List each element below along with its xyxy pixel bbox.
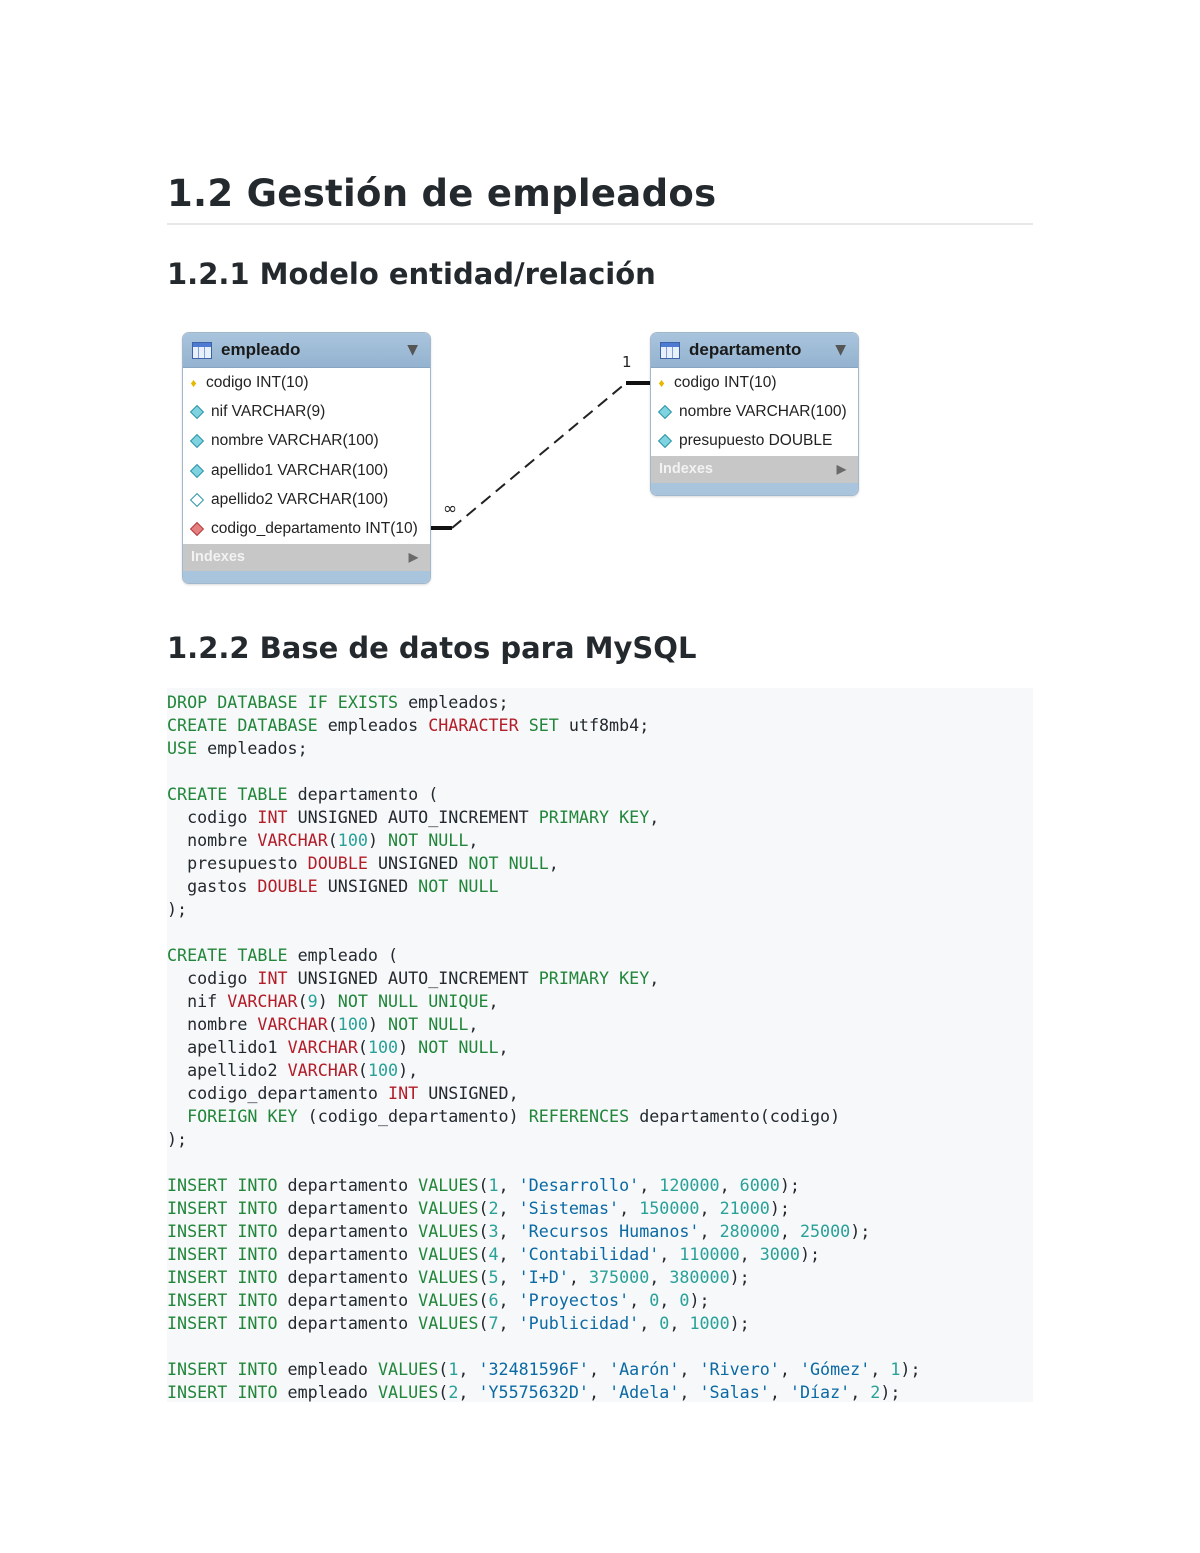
code-token: 100 <box>337 1014 368 1034</box>
column-row[interactable] <box>183 427 430 456</box>
collapse-arrow-icon[interactable]: ▼ <box>835 342 846 358</box>
code-token: , <box>679 1382 700 1402</box>
code-token: ); <box>799 1244 821 1264</box>
code-token: departamento <box>277 1267 419 1287</box>
code-token: , <box>498 1221 519 1241</box>
code-line <box>167 944 1033 967</box>
code-token: ); <box>900 1359 921 1379</box>
code-line <box>167 1312 1033 1335</box>
code-token: departamento <box>277 1175 419 1195</box>
code-token <box>519 715 529 735</box>
code-token: 'Gómez' <box>799 1359 871 1379</box>
code-token: , <box>498 1244 519 1264</box>
code-token: ) <box>398 1037 419 1057</box>
key-icon: ♦ <box>190 375 197 390</box>
code-token: , <box>619 1198 640 1218</box>
code-token: NOT NULL <box>388 830 469 850</box>
table-departamento-title: departamento <box>689 340 802 359</box>
code-token: 1 <box>488 1175 499 1195</box>
code-token: , <box>659 1244 680 1264</box>
code-token: ( <box>478 1175 489 1195</box>
code-token: 21000 <box>719 1198 770 1218</box>
code-token: UNSIGNED <box>367 853 469 873</box>
code-token: ( <box>478 1267 489 1287</box>
code-token: ); <box>729 1267 750 1287</box>
code-line <box>167 875 1033 898</box>
code-token: 'Aarón' <box>609 1359 680 1379</box>
code-token: INT <box>388 1083 419 1103</box>
code-line <box>167 1266 1033 1289</box>
code-token: REFERENCES <box>528 1106 630 1126</box>
code-token: VARCHAR <box>257 1014 328 1034</box>
code-token: 'Sistemas' <box>518 1198 620 1218</box>
column-label: apellido2 VARCHAR(100) <box>211 490 389 508</box>
code-token: 110000 <box>679 1244 740 1264</box>
code-token: ( <box>297 991 308 1011</box>
code-token: 'I+D' <box>518 1267 569 1287</box>
code-token: empleado <box>277 1359 378 1379</box>
code-token: , <box>498 1037 509 1057</box>
code-token: INSERT INTO <box>167 1313 278 1333</box>
code-token: ( <box>357 1060 368 1080</box>
code-token: VALUES <box>418 1198 479 1218</box>
code-token: departamento <box>277 1198 419 1218</box>
table-empleado-title: empleado <box>221 340 301 359</box>
code-token: NOT NULL <box>418 1037 499 1057</box>
code-token: ), <box>398 1060 419 1080</box>
code-token: 'Recursos Humanos' <box>518 1221 700 1241</box>
cardinality-many: ∞ <box>443 499 458 519</box>
code-token: gastos <box>167 876 258 896</box>
code-token: , <box>458 1382 479 1402</box>
code-token: ) <box>367 1014 389 1034</box>
code-token: 'Publicidad' <box>518 1313 640 1333</box>
table-departamento[interactable] <box>650 332 859 496</box>
code-token: INSERT INTO <box>167 1359 278 1379</box>
code-token: , <box>498 1313 519 1333</box>
column-label: codigo_departamento INT(10) <box>211 520 418 538</box>
code-token: ); <box>167 1129 188 1149</box>
code-token: , <box>458 1359 479 1379</box>
code-token: , <box>488 991 499 1011</box>
code-token: 3 <box>488 1221 499 1241</box>
section-heading-er-model: 1.2.1 Modelo entidad/relación <box>167 257 656 291</box>
code-token: INSERT INTO <box>167 1290 278 1310</box>
code-token: empleado <box>277 1382 378 1402</box>
code-token: utf8mb4; <box>558 715 650 735</box>
table-footer <box>651 483 858 495</box>
code-token: PRIMARY KEY <box>538 807 650 827</box>
code-token: (codigo_departamento) <box>297 1106 529 1126</box>
code-token: ( <box>438 1359 449 1379</box>
code-token: 'Proyectos' <box>518 1290 630 1310</box>
column-label: codigo INT(10) <box>674 373 777 391</box>
code-token: 280000 <box>719 1221 780 1241</box>
code-token: 380000 <box>669 1267 730 1287</box>
code-line <box>167 760 1033 783</box>
relation-line <box>0 0 1200 620</box>
code-token: INSERT INTO <box>167 1244 278 1264</box>
code-token: , <box>769 1382 790 1402</box>
code-token: 6 <box>488 1290 499 1310</box>
code-token: 2 <box>448 1382 459 1402</box>
table-empleado-indexes[interactable] <box>183 544 430 571</box>
code-line <box>167 806 1033 829</box>
code-token: VALUES <box>418 1244 479 1264</box>
code-token: ); <box>880 1382 901 1402</box>
code-token: , <box>498 1175 519 1195</box>
code-token: empleados <box>317 715 429 735</box>
code-token: nombre <box>167 1014 258 1034</box>
column-row[interactable] <box>183 397 430 426</box>
code-line <box>167 1174 1033 1197</box>
expand-arrow-icon[interactable]: ▶ <box>836 462 846 477</box>
table-departamento-indexes[interactable] <box>651 456 858 483</box>
code-token: ); <box>729 1313 750 1333</box>
code-line <box>167 1289 1033 1312</box>
code-token: VALUES <box>418 1221 479 1241</box>
table-empleado[interactable] <box>182 332 431 584</box>
code-token: ); <box>769 1198 790 1218</box>
key-icon: ♦ <box>658 375 665 390</box>
code-token: , <box>639 1175 660 1195</box>
code-token: DROP DATABASE IF EXISTS <box>167 692 399 712</box>
code-token: INSERT INTO <box>167 1221 278 1241</box>
code-token: , <box>639 1313 660 1333</box>
table-empleado-header[interactable] <box>183 333 430 368</box>
column-row[interactable] <box>183 368 430 397</box>
code-token: ); <box>779 1175 800 1195</box>
code-token: , <box>548 853 559 873</box>
code-line <box>167 1013 1033 1036</box>
code-line <box>167 1335 1033 1358</box>
code-line <box>167 829 1033 852</box>
code-token: CREATE DATABASE <box>167 715 318 735</box>
code-line <box>167 852 1033 875</box>
code-token: CHARACTER <box>428 715 519 735</box>
code-token: empleados; <box>197 738 308 758</box>
code-line <box>167 1059 1033 1082</box>
code-token: 4 <box>488 1244 499 1264</box>
code-token: apellido1 <box>167 1037 288 1057</box>
diamond-red-icon <box>190 522 204 536</box>
column-row[interactable] <box>183 456 430 485</box>
code-token: codigo <box>167 807 258 827</box>
code-token: , <box>719 1175 740 1195</box>
code-line <box>167 1082 1033 1105</box>
code-token: VALUES <box>377 1382 439 1402</box>
code-token: CREATE TABLE <box>167 784 288 804</box>
code-token: ); <box>850 1221 871 1241</box>
column-row[interactable] <box>183 485 430 514</box>
diamond-filled-icon <box>190 434 204 448</box>
column-label: nif VARCHAR(9) <box>211 402 326 420</box>
code-line <box>167 1036 1033 1059</box>
code-token: VARCHAR <box>257 830 328 850</box>
code-token: departamento <box>277 1290 419 1310</box>
code-token: VALUES <box>418 1267 479 1287</box>
code-token: 'Y5575632D' <box>478 1382 589 1402</box>
expand-arrow-icon[interactable]: ▶ <box>408 550 418 565</box>
code-token <box>167 1106 187 1126</box>
code-token: FOREIGN KEY <box>187 1106 298 1126</box>
code-token: departamento <box>277 1313 419 1333</box>
code-token: USE <box>167 738 198 758</box>
column-row[interactable] <box>651 397 858 426</box>
diamond-filled-icon <box>658 405 672 419</box>
code-token: 120000 <box>659 1175 720 1195</box>
code-line <box>167 714 1033 737</box>
code-line <box>167 1220 1033 1243</box>
code-token: DOUBLE <box>307 853 368 873</box>
column-label: codigo INT(10) <box>206 373 309 391</box>
code-token: ); <box>167 899 188 919</box>
code-token: INSERT INTO <box>167 1198 278 1218</box>
code-token: VARCHAR <box>227 991 298 1011</box>
code-token: departamento(codigo) <box>629 1106 841 1126</box>
code-token: departamento ( <box>287 784 439 804</box>
code-token: VALUES <box>377 1359 439 1379</box>
indexes-label: Indexes <box>191 549 245 566</box>
code-line <box>167 990 1033 1013</box>
code-token: VALUES <box>418 1175 479 1195</box>
code-token: SET <box>528 715 559 735</box>
table-icon <box>192 342 212 359</box>
code-line <box>167 691 1033 714</box>
code-token: ) <box>367 830 389 850</box>
code-token: 1 <box>448 1359 459 1379</box>
code-token: 5 <box>488 1267 499 1287</box>
code-token: ( <box>478 1221 489 1241</box>
page-title: 1.2 Gestión de empleados <box>167 172 717 215</box>
code-token: UNSIGNED AUTO_INCREMENT <box>287 807 539 827</box>
code-token: , <box>568 1267 589 1287</box>
code-token: ( <box>357 1037 368 1057</box>
code-token: 100 <box>367 1037 399 1057</box>
code-token: VALUES <box>418 1313 479 1333</box>
table-footer <box>183 571 430 583</box>
code-token: VARCHAR <box>287 1037 358 1057</box>
diamond-empty-icon <box>190 493 204 507</box>
code-token: ( <box>478 1290 489 1310</box>
code-token: CREATE TABLE <box>167 945 288 965</box>
column-label: nombre VARCHAR(100) <box>679 402 847 420</box>
code-token: 9 <box>307 991 318 1011</box>
code-token: , <box>629 1290 650 1310</box>
code-token: ) <box>317 991 338 1011</box>
code-token: , <box>699 1198 720 1218</box>
code-token: NOT NULL <box>388 1014 469 1034</box>
code-token: empleados; <box>398 692 509 712</box>
code-token: ( <box>327 830 338 850</box>
code-line <box>167 1151 1033 1174</box>
table-departamento-header[interactable] <box>651 333 858 368</box>
code-token: NOT NULL UNIQUE <box>337 991 489 1011</box>
code-line <box>167 1358 1033 1381</box>
code-token: ( <box>478 1198 489 1218</box>
code-token: empleado ( <box>287 945 399 965</box>
code-token: , <box>498 1267 519 1287</box>
code-token: codigo_departamento <box>167 1083 389 1103</box>
indexes-label: Indexes <box>659 461 713 478</box>
column-row[interactable] <box>651 368 858 397</box>
code-line <box>167 967 1033 990</box>
diamond-filled-icon <box>190 463 204 477</box>
collapse-arrow-icon[interactable]: ▼ <box>407 342 418 358</box>
code-line <box>167 1243 1033 1266</box>
code-token: ( <box>327 1014 338 1034</box>
code-token: INSERT INTO <box>167 1382 278 1402</box>
code-token: presupuesto <box>167 853 308 873</box>
code-token: , <box>739 1244 760 1264</box>
code-token: PRIMARY KEY <box>538 968 650 988</box>
code-token: 1000 <box>689 1313 730 1333</box>
code-token: , <box>699 1221 720 1241</box>
code-token: UNSIGNED <box>317 876 419 896</box>
code-token: 7 <box>488 1313 499 1333</box>
code-token: ( <box>478 1313 489 1333</box>
code-token: apellido2 <box>167 1060 288 1080</box>
er-diagram <box>0 0 1200 620</box>
code-token: 'Contabilidad' <box>518 1244 660 1264</box>
code-token: VALUES <box>418 1290 479 1310</box>
code-token: 2 <box>488 1198 499 1218</box>
code-token: 150000 <box>639 1198 700 1218</box>
code-line <box>167 1105 1033 1128</box>
code-token: codigo <box>167 968 258 988</box>
code-token: , <box>498 1290 519 1310</box>
code-token: 100 <box>337 830 368 850</box>
code-token: ( <box>438 1382 449 1402</box>
code-token: 0 <box>659 1313 670 1333</box>
section-heading-mysql: 1.2.2 Base de datos para MySQL <box>167 631 697 665</box>
column-label: presupuesto DOUBLE <box>679 432 833 450</box>
code-token: NOT NULL <box>418 876 499 896</box>
sql-code-block <box>167 688 1033 1402</box>
code-token: departamento <box>277 1221 419 1241</box>
code-token: INSERT INTO <box>167 1175 278 1195</box>
code-token: UNSIGNED, <box>418 1083 519 1103</box>
code-token: nombre <box>167 830 258 850</box>
code-token: , <box>588 1382 610 1402</box>
column-label: apellido1 VARCHAR(100) <box>211 461 389 479</box>
code-token: , <box>468 830 479 850</box>
code-token: , <box>649 807 660 827</box>
code-token: , <box>649 1267 670 1287</box>
code-token: UNSIGNED AUTO_INCREMENT <box>287 968 539 988</box>
column-label: nombre VARCHAR(100) <box>211 432 379 450</box>
code-token: , <box>588 1359 610 1379</box>
code-token: 'Rivero' <box>699 1359 780 1379</box>
code-token: , <box>850 1382 871 1402</box>
code-token: 3000 <box>759 1244 800 1264</box>
diamond-filled-icon <box>190 405 204 419</box>
code-token: , <box>779 1359 800 1379</box>
code-token: , <box>779 1221 800 1241</box>
code-line <box>167 1128 1033 1151</box>
code-token: 375000 <box>588 1267 650 1287</box>
code-token: INT <box>257 968 288 988</box>
code-token: , <box>679 1359 700 1379</box>
relation-dashed-line <box>452 383 626 528</box>
diamond-filled-icon <box>658 434 672 448</box>
code-token: , <box>468 1014 479 1034</box>
code-token: INT <box>257 807 288 827</box>
code-token: 'Salas' <box>699 1382 770 1402</box>
code-line <box>167 898 1033 921</box>
code-token: , <box>870 1359 891 1379</box>
code-token: 'Díaz' <box>789 1382 851 1402</box>
code-token: 0 <box>649 1290 660 1310</box>
code-token: 2 <box>870 1382 881 1402</box>
code-token: '32481596F' <box>478 1359 589 1379</box>
code-token: INSERT INTO <box>167 1267 278 1287</box>
code-token: 1 <box>890 1359 901 1379</box>
code-line <box>167 1381 1033 1404</box>
table-icon <box>660 342 680 359</box>
code-token: , <box>669 1313 690 1333</box>
code-token: 'Desarrollo' <box>518 1175 640 1195</box>
code-token: 25000 <box>799 1221 851 1241</box>
column-row[interactable] <box>183 514 430 543</box>
code-token: ( <box>478 1244 489 1264</box>
code-token: , <box>498 1198 519 1218</box>
code-token: 0 <box>679 1290 690 1310</box>
code-token: nif <box>167 991 228 1011</box>
code-token: departamento <box>277 1244 419 1264</box>
column-row[interactable] <box>651 427 858 456</box>
code-token: ); <box>689 1290 710 1310</box>
code-token: VARCHAR <box>287 1060 358 1080</box>
code-token: 100 <box>367 1060 399 1080</box>
code-line <box>167 921 1033 944</box>
code-token: 'Adela' <box>609 1382 680 1402</box>
code-token: 6000 <box>739 1175 780 1195</box>
sql-code <box>167 688 1033 1404</box>
code-line <box>167 1197 1033 1220</box>
code-line <box>167 783 1033 806</box>
code-line <box>167 737 1033 760</box>
code-token: DOUBLE <box>257 876 318 896</box>
cardinality-one: 1 <box>622 353 632 371</box>
code-token: , <box>649 968 660 988</box>
code-token: NOT NULL <box>468 853 549 873</box>
code-token: , <box>659 1290 680 1310</box>
